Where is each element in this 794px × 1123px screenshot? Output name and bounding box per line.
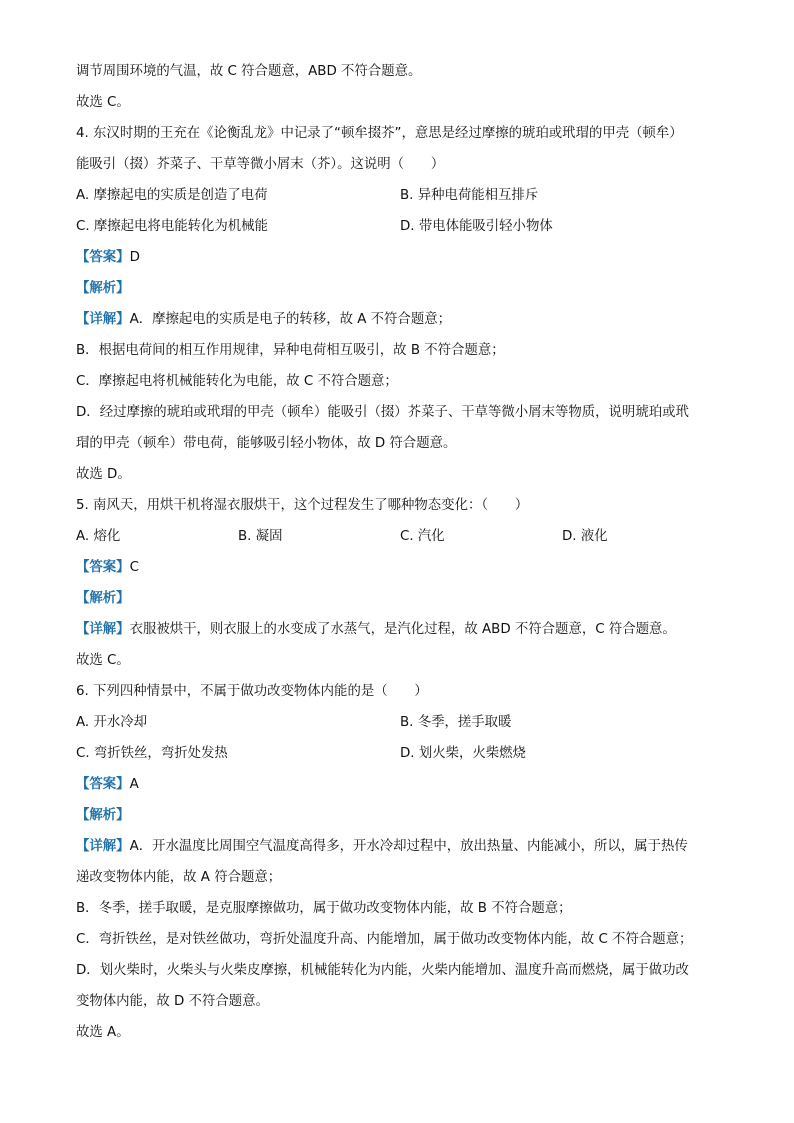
- detail-text: A．开水温度比周围空气温度高得多，开水冷却过程中，放出热量、内能减小，所以，属于热传: [129, 839, 688, 854]
- question-6-stem: 6. 下列四种情景中，不属于做功改变物体内能的是（ ）: [76, 684, 428, 699]
- detail-line: D．经过摩擦的琥珀或玳瑁的甲壳（顿牟）能吸引（掇）芥菜子、干草等微小屑末等物质，说明琥珀或玳: [76, 405, 689, 420]
- answer-tag: 【答案】: [76, 250, 130, 265]
- answer-value: D: [129, 250, 140, 265]
- detail-text: 衣服被烘干，则衣服上的水变成了水蒸气，是汽化过程，故 ABD 不符合题意，C 符合题意。: [129, 622, 676, 637]
- option-b: B. 异种电荷能相互排斥: [400, 188, 539, 203]
- question-4-stem: 4. 东汉时期的王充在《论衡乱龙》中记录了“顿牟掇芥”，意思是经过摩擦的琥珀或玳瑁的甲壳（顿牟）: [76, 126, 683, 141]
- answer-value: C: [129, 560, 139, 575]
- choose-line: 故选 A。: [76, 1025, 130, 1040]
- question-4-options-row-2: [76, 217, 726, 237]
- detail-line: 变物体内能，故 D 不符合题意。: [76, 994, 269, 1009]
- option-d: D. 带电体能吸引轻小物体: [400, 219, 553, 234]
- analysis-tag: 【解析】: [76, 591, 130, 606]
- option-b: B. 凝固: [238, 529, 283, 544]
- question-6-options-row-1: [76, 713, 726, 733]
- question-4-stem-cont: 能吸引（掇）芥菜子、干草等微小屑末（芥）。这说明（ ）: [76, 157, 445, 172]
- option-c: C. 汽化: [400, 529, 445, 544]
- question-4-options-row-1: [76, 186, 726, 206]
- analysis-tag: 【解析】: [76, 808, 130, 823]
- detail-line: B．冬季，搓手取暖，是克服摩擦做功，属于做功改变物体内能，故 B 不符合题意；: [76, 901, 572, 916]
- answer-line: [76, 775, 139, 795]
- detail-line: B．根据电荷间的相互作用规律，异种电荷相互吸引，故 B 不符合题意；: [76, 343, 505, 358]
- question-6-options-row-2: [76, 744, 726, 764]
- choose-line: 故选 D。: [76, 467, 131, 482]
- detail-line: [76, 620, 676, 640]
- option-d: D. 划火柴，火柴燃烧: [400, 746, 526, 761]
- option-d: D. 液化: [562, 529, 608, 544]
- option-a: A. 摩擦起电的实质是创造了电荷: [76, 188, 268, 203]
- answer-tag: 【答案】: [76, 560, 130, 575]
- detail-tag: 【详解】: [76, 622, 130, 637]
- choose-line: 故选 C。: [76, 653, 130, 668]
- analysis-tag: 【解析】: [76, 281, 130, 296]
- question-5-options-row: [76, 527, 726, 547]
- answer-value: A: [129, 777, 139, 792]
- detail-line: 递改变物体内能，故 A 符合题意；: [76, 870, 282, 885]
- detail-line: C．弯折铁丝，是对铁丝做功，弯折处温度升高、内能增加，属于做功改变物体内能，故 C 不符合题意；: [76, 932, 693, 947]
- answer-line: [76, 248, 140, 268]
- option-c: C. 弯折铁丝，弯折处发热: [76, 746, 228, 761]
- option-b: B. 冬季，搓手取暖: [400, 715, 512, 730]
- detail-line: [76, 837, 688, 857]
- option-c: C. 摩擦起电将电能转化为机械能: [76, 219, 268, 234]
- detail-tag: 【详解】: [76, 312, 130, 327]
- answer-line: [76, 558, 139, 578]
- detail-text: A．摩擦起电的实质是电子的转移，故 A 不符合题意；: [129, 312, 451, 327]
- answer-tag: 【答案】: [76, 777, 130, 792]
- detail-line: 瑁的甲壳（顿牟）带电荷，能够吸引轻小物体，故 D 符合题意。: [76, 436, 457, 451]
- text-line: 故选 C。: [76, 95, 130, 110]
- option-a: A. 熔化: [76, 529, 121, 544]
- detail-line: C．摩擦起电将机械能转化为电能，故 C 不符合题意；: [76, 374, 398, 389]
- detail-line: [76, 310, 451, 330]
- question-5-stem: 5. 南风天，用烘干机将湿衣服烘干，这个过程发生了哪种物态变化：（ ）: [76, 498, 529, 513]
- text-line: 调节周围环境的气温，故 C 符合题意，ABD 不符合题意。: [76, 64, 422, 79]
- option-a: A. 开水冷却: [76, 715, 147, 730]
- detail-tag: 【详解】: [76, 839, 130, 854]
- detail-line: D．划火柴时，火柴头与火柴皮摩擦，机械能转化为内能，火柴内能增加、温度升高而燃烧，属于做功改: [76, 963, 689, 978]
